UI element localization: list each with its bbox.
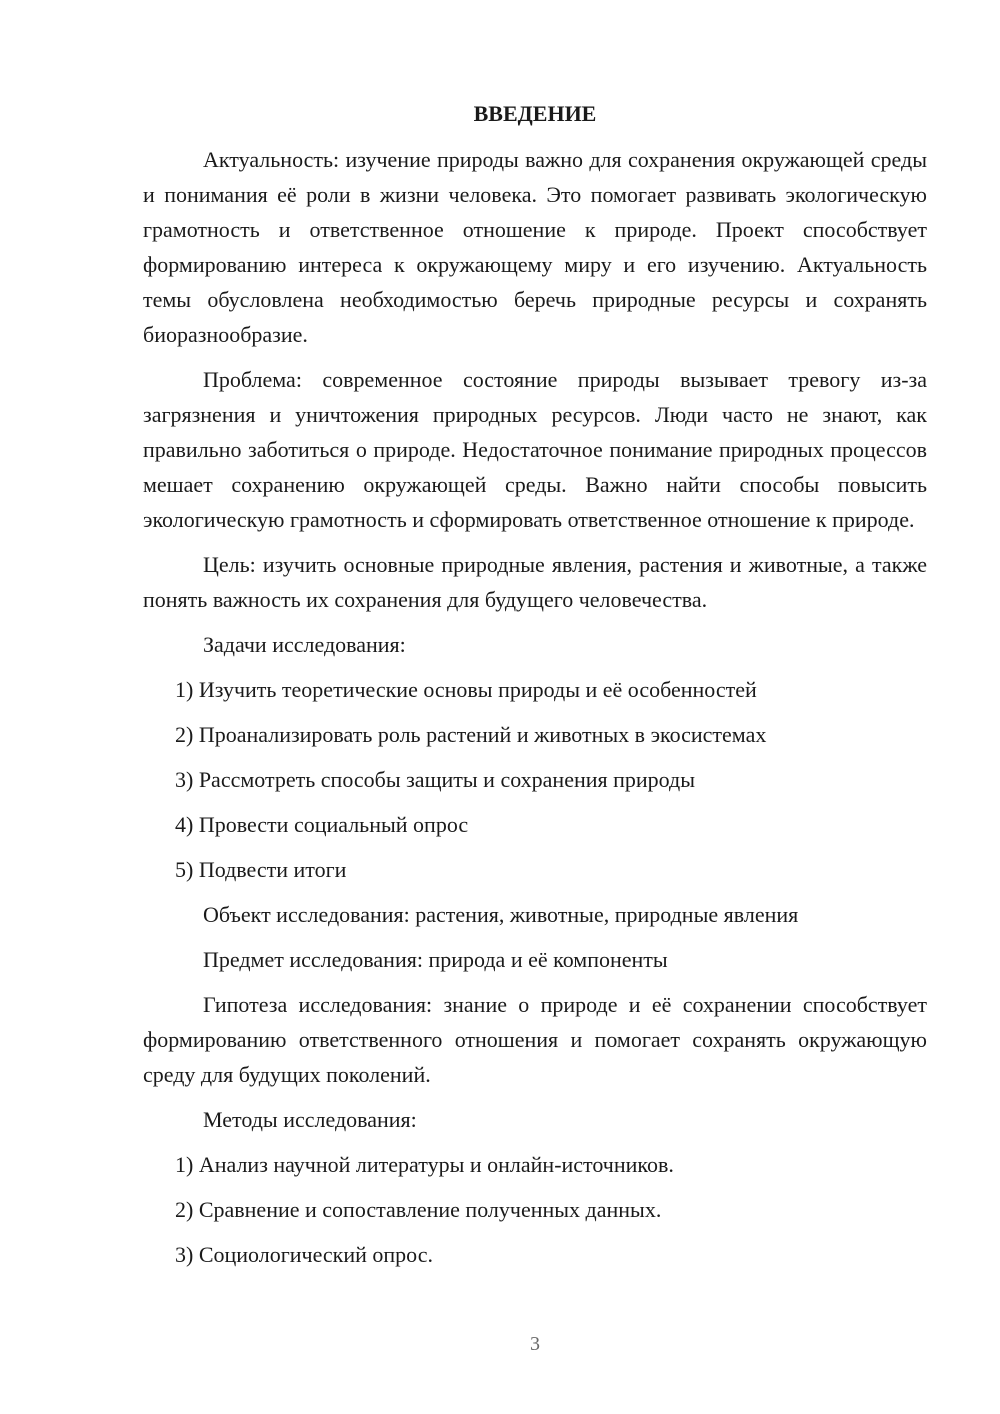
list-item: 3) Социологический опрос. (175, 1242, 433, 1267)
hypothesis-paragraph: Гипотеза исследования: знание о природе и её сохранении способствует формированию ответственного отношения и помогает сохранять окружающую среду для будущих поколений. (143, 992, 927, 1087)
list-item: 2) Проанализировать роль растений и животных в экосистемах (175, 722, 767, 747)
tasks-list (143, 672, 927, 887)
list-item: 1) Анализ научной литературы и онлайн-источников. (175, 1152, 674, 1177)
list-item: 4) Провести социальный опрос (175, 812, 469, 837)
list-item: 5) Подвести итоги (175, 857, 347, 882)
goal-paragraph: Цель: изучить основные природные явления, растения и животные, а также понять важность их сохранения для будущего человечества. (143, 552, 927, 612)
section-title: ВВЕДЕНИЕ (473, 101, 597, 126)
list-item: 2) Сравнение и сопоставление полученных данных. (175, 1197, 662, 1222)
methods-list (143, 1147, 927, 1272)
methods-heading: Методы исследования: (203, 1107, 417, 1132)
list-item: 1) Изучить теоретические основы природы и её особенностей (175, 677, 757, 702)
problem-paragraph: Проблема: современное состояние природы вызывает тревогу из-за загрязнения и уничтожения природных ресурсов. Люди часто не знают, как правильно заботиться о природе. Недостаточное понимание природных процессов мешает сохранению окружающей среды. Важно найти способы повысить экологическую грамотность и сформировать ответственное отношение к природе. (143, 367, 927, 532)
page-number: 3 (530, 1333, 540, 1355)
subject-paragraph: Предмет исследования: природа и её компоненты (203, 947, 668, 972)
list-item: 3) Рассмотреть способы защиты и сохранения природы (175, 767, 696, 792)
object-paragraph: Объект исследования: растения, животные, природные явления (203, 902, 799, 927)
tasks-heading: Задачи исследования: (203, 632, 406, 657)
document-page (143, 96, 927, 1282)
relevance-paragraph: Актуальность: изучение природы важно для сохранения окружающей среды и понимания её роли в жизни человека. Это помогает развивать экологическую грамотность и ответственное отношение к природе. Проект способствует формированию интереса к окружающему миру и его изучению. Актуальность темы обусловлена необходимостью беречь природные ресурсы и сохранять биоразнообразие. (143, 147, 927, 347)
